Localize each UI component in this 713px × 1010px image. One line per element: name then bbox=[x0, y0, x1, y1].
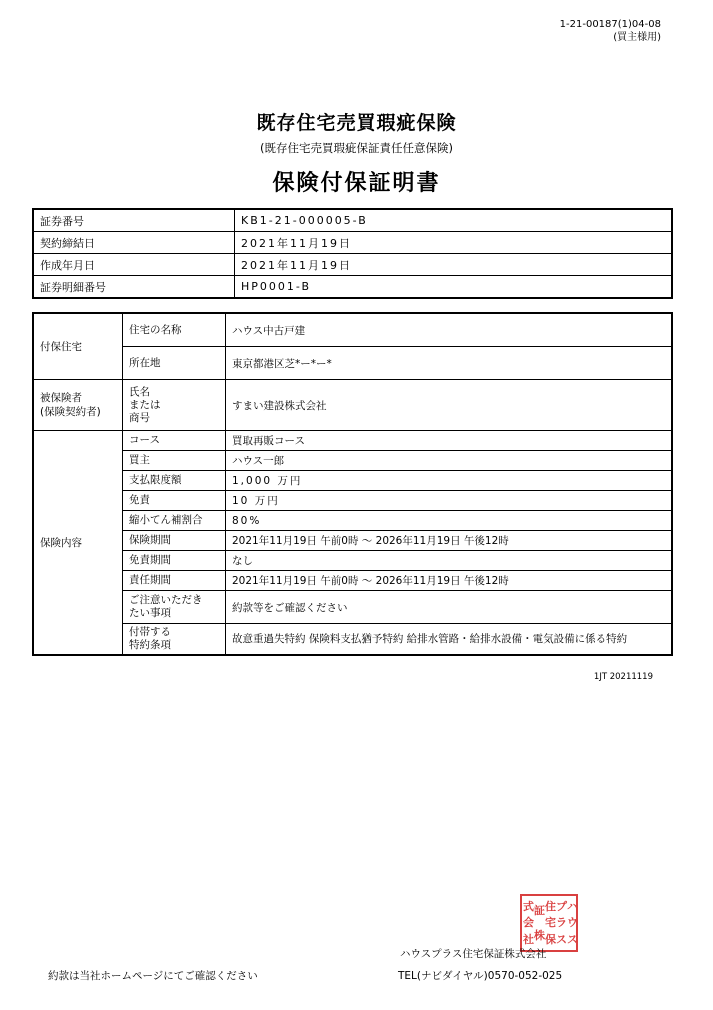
table-row bbox=[33, 380, 672, 431]
table-row bbox=[33, 431, 672, 451]
deductible-label: 免責 bbox=[123, 491, 226, 511]
table-row bbox=[33, 531, 672, 551]
form-code: 1-21-00187(1)04-08 bbox=[559, 19, 661, 30]
insured-name-label: 氏名 または 商号 bbox=[123, 380, 226, 431]
course-label: コース bbox=[123, 431, 226, 451]
policy-number: KB1-21-000005-B bbox=[235, 209, 673, 232]
deductible: 10 万円 bbox=[226, 491, 673, 511]
details-table bbox=[32, 312, 673, 656]
insurance-subtitle: (既存住宅売買瑕疵保証責任任意保険) bbox=[260, 141, 453, 155]
detail-number-label: 証券明細番号 bbox=[33, 276, 235, 299]
contract-date: 2021年11月19日 bbox=[235, 232, 673, 254]
certificate-table bbox=[32, 208, 673, 299]
terms-note: 約款は当社ホームページにてご確認ください bbox=[48, 970, 258, 982]
table-row bbox=[33, 254, 672, 276]
insured-group: 被保険者 (保険契約者) bbox=[33, 380, 123, 431]
period-label: 保険期間 bbox=[123, 531, 226, 551]
buyer: ハウス一郎 bbox=[226, 451, 673, 471]
special-terms-label: 付帯する 特約条項 bbox=[123, 624, 226, 656]
document-title: 保険付保証明書 bbox=[272, 171, 441, 196]
policy-number-label: 証券番号 bbox=[33, 209, 235, 232]
table-row bbox=[33, 313, 672, 347]
liability-period: 2021年11月19日 午前0時 〜 2026年11月19日 午後12時 bbox=[226, 571, 673, 591]
coverage-group: 保険内容 bbox=[33, 431, 123, 656]
table-row bbox=[33, 276, 672, 299]
exempt-label: 免責期間 bbox=[123, 551, 226, 571]
liability-label: 責任期間 bbox=[123, 571, 226, 591]
seal-column: 住 宅 保 bbox=[545, 899, 556, 947]
table-row bbox=[33, 347, 672, 380]
seal-column: 証 株 bbox=[534, 904, 545, 942]
notice-label: ご注意いただき たい事項 bbox=[123, 591, 226, 624]
address: 東京都港区芝*ー*ー* bbox=[226, 347, 673, 380]
table-row bbox=[33, 571, 672, 591]
table-row bbox=[33, 551, 672, 571]
limit-label: 支払限度額 bbox=[123, 471, 226, 491]
ratio-label: 縮小てん補割合 bbox=[123, 511, 226, 531]
house-name-label: 住宅の名称 bbox=[123, 313, 226, 347]
document-code bbox=[560, 18, 661, 44]
created-date: 2021年11月19日 bbox=[235, 254, 673, 276]
seal-grid bbox=[522, 896, 576, 950]
table-row bbox=[33, 471, 672, 491]
buyer-label: 買主 bbox=[123, 451, 226, 471]
table-row bbox=[33, 451, 672, 471]
seal-column: 式 会 社 bbox=[523, 899, 534, 947]
notice: 約款等をご確認ください bbox=[226, 591, 673, 624]
insured-house-group: 付保住宅 bbox=[33, 313, 123, 380]
contract-date-label: 契約締結日 bbox=[33, 232, 235, 254]
table-row bbox=[33, 232, 672, 254]
company-name: ハウスプラス住宅保証株式会社 bbox=[400, 948, 547, 960]
created-date-label: 作成年月日 bbox=[33, 254, 235, 276]
insurance-title: 既存住宅売買瑕疵保険 bbox=[256, 112, 457, 134]
copy-type: (買主様用) bbox=[613, 32, 661, 43]
payment-limit: 1,000 万円 bbox=[226, 471, 673, 491]
document-number: 1JT 20211119 bbox=[593, 672, 653, 682]
seal-column: プ ラ ス bbox=[556, 899, 567, 947]
address-label: 所在地 bbox=[123, 347, 226, 380]
table-row bbox=[33, 624, 672, 656]
course: 買取再販コース bbox=[226, 431, 673, 451]
company-tel: TEL(ナビダイヤル)0570-052-025 bbox=[398, 970, 563, 982]
table-row bbox=[33, 209, 672, 232]
seal-column: ハ ウ ス bbox=[567, 899, 578, 947]
reduction-ratio: 80% bbox=[226, 511, 673, 531]
table-row bbox=[33, 511, 672, 531]
insurance-period: 2021年11月19日 午前0時 〜 2026年11月19日 午後12時 bbox=[226, 531, 673, 551]
special-terms: 故意重過失特約 保険料支払猶予特約 給排水管路・給排水設備・電気設備に係る特約 bbox=[226, 624, 673, 656]
table-row bbox=[33, 591, 672, 624]
table-row bbox=[33, 491, 672, 511]
insured-name: すまい建設株式会社 bbox=[226, 380, 673, 431]
detail-number: HP0001-B bbox=[235, 276, 673, 299]
company-seal bbox=[520, 894, 578, 952]
exempt-period: なし bbox=[226, 551, 673, 571]
house-name: ハウス中古戸建 bbox=[226, 313, 673, 347]
